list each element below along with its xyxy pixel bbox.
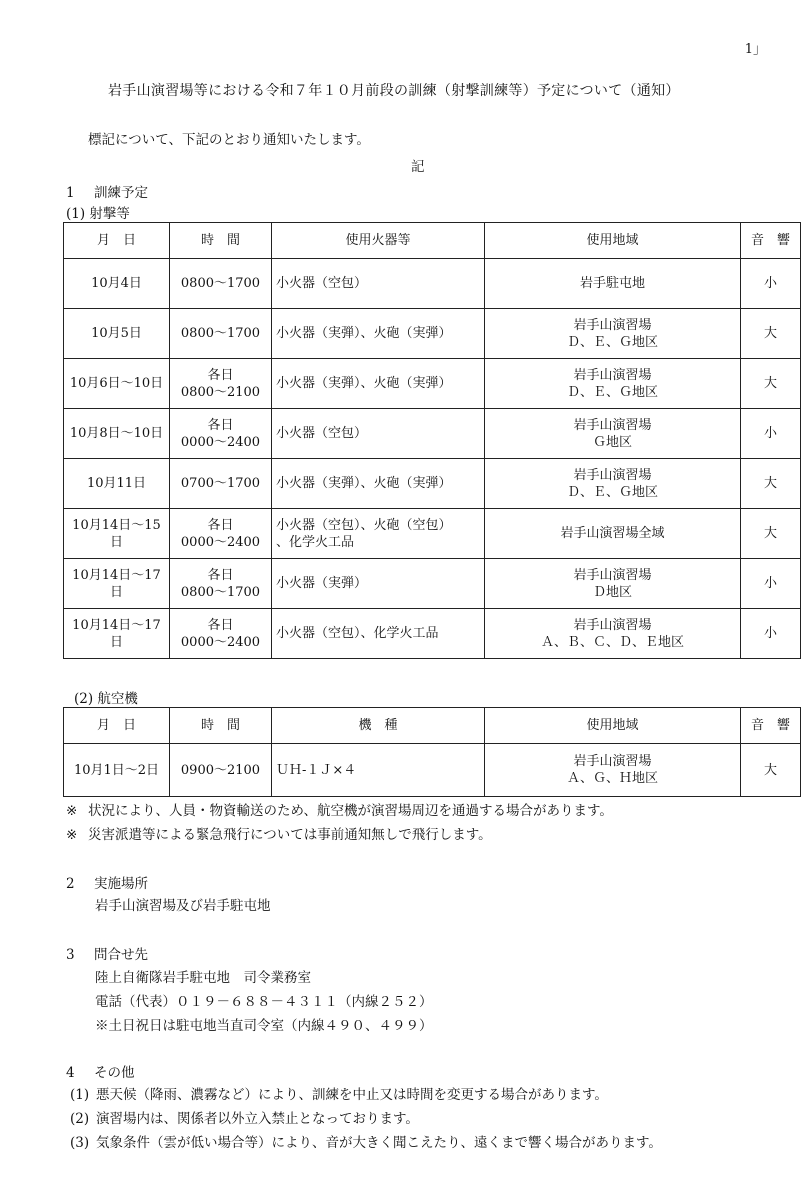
weapons-cell	[272, 359, 485, 409]
shooting-schedule-table	[63, 222, 801, 659]
note-emergency-flight	[66, 823, 492, 843]
aircraft-type-cell: ＵＨ-１Ｊ×４	[272, 744, 485, 797]
time-label: 各日	[207, 617, 234, 633]
area-line: Ｄ、Ｅ、Ｇ地区	[566, 334, 658, 350]
header-date: 月 日	[64, 223, 170, 259]
date-cell: 10月14日～17日	[64, 609, 170, 659]
header-sound: 音 響	[741, 708, 801, 744]
table-row	[64, 359, 801, 409]
weapons-cell	[272, 259, 485, 309]
sound-cell: 大	[741, 309, 801, 359]
table-row	[64, 509, 801, 559]
note-text: 状況により、人員・物資輸送のため、航空機が演習場周辺を通過する場合があります。	[88, 803, 613, 819]
header-weapons: 使用火器等	[272, 223, 485, 259]
note-aircraft-transit	[66, 799, 613, 819]
other-item-number: (1)	[70, 1087, 90, 1103]
header-time: 時 間	[170, 223, 272, 259]
area-cell	[485, 459, 741, 509]
intro-text: 標記について、下記のとおり通知いたします。	[88, 132, 370, 148]
other-item	[70, 1107, 419, 1127]
date-cell: 10月8日～10日	[64, 409, 170, 459]
area-cell	[485, 744, 741, 797]
table-row	[64, 259, 801, 309]
time-cell	[170, 509, 272, 559]
time-cell	[170, 459, 272, 509]
area-line: 岩手駐屯地	[579, 276, 645, 291]
time-range: 0000～2400	[180, 634, 261, 650]
section-2-number: 2	[66, 876, 75, 892]
contact-phone: 電話（代表）０１９－６８８－４３１１（内線２５２）	[95, 994, 433, 1010]
area-line: Ａ、Ｇ、Ｈ地区	[566, 771, 658, 786]
other-item-text: 気象条件（雲が低い場合等）により、音が大きく聞こえたり、遠くまで響く場合があります。	[96, 1135, 662, 1151]
other-item-text: 演習場内は、関係者以外立入禁止となっております。	[96, 1111, 419, 1127]
time-cell	[170, 559, 272, 609]
section-1-label: 訓練予定	[94, 185, 148, 201]
area-line: 岩手山演習場	[573, 317, 652, 333]
area-cell	[485, 359, 741, 409]
area-line: Ｄ地区	[592, 584, 632, 600]
area-line: Ｇ地区	[592, 434, 632, 450]
subsection-aircraft: (2) 航空機	[74, 691, 138, 707]
section-4-heading	[66, 1061, 135, 1081]
area-cell	[485, 509, 741, 559]
section-3-heading	[66, 943, 148, 963]
section-1-heading	[66, 181, 148, 201]
other-item	[70, 1131, 662, 1151]
sound-cell: 小	[741, 409, 801, 459]
table-row	[64, 559, 801, 609]
sound-cell: 大	[741, 744, 801, 797]
area-line: 岩手山演習場	[573, 617, 652, 633]
weapons-line: 、化学火工品	[276, 534, 355, 550]
sound-cell: 大	[741, 509, 801, 559]
area-cell	[485, 259, 741, 309]
time-range: 0000～2400	[180, 434, 261, 450]
weapons-line: 小火器（実弾）	[276, 576, 368, 591]
section-2-heading	[66, 872, 148, 892]
date-cell: 10月14日～15日	[64, 509, 170, 559]
area-line: Ａ、Ｂ、Ｃ、Ｄ、Ｅ地区	[540, 634, 684, 650]
area-cell	[485, 409, 741, 459]
date-cell: 10月4日	[64, 259, 170, 309]
time-cell	[170, 309, 272, 359]
time-cell	[170, 409, 272, 459]
weapons-cell	[272, 609, 485, 659]
note-mark: ※	[66, 803, 78, 819]
table-row	[64, 409, 801, 459]
weapons-line: 小火器（実弾）、火砲（実弾）	[276, 326, 452, 341]
area-cell	[485, 559, 741, 609]
date-cell: 10月11日	[64, 459, 170, 509]
ki-heading: 記	[411, 159, 425, 175]
date-cell: 10月5日	[64, 309, 170, 359]
sound-cell: 大	[741, 359, 801, 409]
area-line: 岩手山演習場	[573, 567, 652, 583]
time-label: 各日	[207, 417, 234, 433]
other-item	[70, 1083, 608, 1103]
sound-cell: 小	[741, 609, 801, 659]
section-4-label: その他	[94, 1065, 135, 1081]
time-range: 0800～1700	[180, 276, 261, 291]
weapons-cell	[272, 409, 485, 459]
section-1-number: 1	[66, 185, 75, 201]
page-number: 1」	[744, 42, 766, 57]
weapons-line: 小火器（実弾）、火砲（実弾）	[276, 476, 452, 491]
contact-office: 陸上自衛隊岩手駐屯地 司令業務室	[95, 970, 311, 986]
area-line: 岩手山演習場	[573, 417, 652, 433]
note-mark: ※	[66, 827, 78, 843]
area-cell	[485, 309, 741, 359]
other-item-text: 悪天候（降雨、濃霧など）により、訓練を中止又は時間を変更する場合があります。	[96, 1087, 608, 1103]
other-item-number: (3)	[70, 1135, 90, 1151]
table-row	[64, 309, 801, 359]
time-range: 0000～2400	[180, 534, 261, 550]
table-header-row	[64, 708, 801, 744]
sound-cell: 小	[741, 559, 801, 609]
section-3-label: 問合せ先	[94, 947, 148, 963]
weapons-line: 小火器（空包）	[276, 426, 368, 441]
area-line: 岩手山演習場	[573, 367, 652, 383]
area-line: Ｄ、Ｅ、Ｇ地区	[566, 484, 658, 500]
time-range: 0700～1700	[180, 476, 261, 491]
weapons-line: 小火器（空包）、化学火工品	[276, 626, 439, 641]
area-line: Ｄ、Ｅ、Ｇ地区	[566, 384, 658, 400]
header-sound: 音 響	[741, 223, 801, 259]
time-cell	[170, 359, 272, 409]
weapons-line: 小火器（実弾）、火砲（実弾）	[276, 376, 452, 391]
header-area: 使用地域	[485, 708, 741, 744]
table-row	[64, 609, 801, 659]
document-title: 岩手山演習場等における令和７年１０月前段の訓練（射撃訓練等）予定について（通知）	[108, 83, 680, 99]
time-label: 各日	[207, 367, 234, 383]
weapons-cell	[272, 509, 485, 559]
header-area: 使用地域	[485, 223, 741, 259]
table-row	[64, 744, 801, 797]
header-time: 時 間	[170, 708, 272, 744]
time-cell: 0900～2100	[170, 744, 272, 797]
section-2-body: 岩手山演習場及び岩手駐屯地	[95, 898, 271, 914]
area-line: 岩手山演習場	[573, 754, 652, 769]
table-row	[64, 459, 801, 509]
weapons-line: 小火器（空包）	[276, 276, 368, 291]
time-label: 各日	[207, 517, 234, 533]
note-text: 災害派遣等による緊急飛行については事前通知無しで飛行します。	[88, 827, 492, 843]
sound-cell: 大	[741, 459, 801, 509]
other-item-number: (2)	[70, 1111, 90, 1127]
time-range: 0800～2100	[180, 384, 261, 400]
sound-cell: 小	[741, 259, 801, 309]
date-cell: 10月6日～10日	[64, 359, 170, 409]
table-header-row	[64, 223, 801, 259]
time-label: 各日	[207, 567, 234, 583]
subsection-shooting: (1) 射撃等	[66, 206, 130, 222]
area-line: 岩手山演習場	[573, 467, 652, 483]
time-range: 0800～1700	[180, 326, 261, 341]
section-2-label: 実施場所	[94, 876, 148, 892]
area-line: 岩手山演習場全域	[560, 526, 665, 541]
time-cell	[170, 259, 272, 309]
weapons-line: 小火器（空包）、火砲（空包）	[276, 517, 452, 533]
date-cell: 10月1日～2日	[64, 744, 170, 797]
contact-holiday-note: ※土日祝日は駐屯地当直司令室（内線４９０、４９９）	[95, 1018, 433, 1034]
header-aircraft-type: 機 種	[272, 708, 485, 744]
area-cell	[485, 609, 741, 659]
time-range: 0800～1700	[180, 584, 261, 600]
weapons-cell	[272, 559, 485, 609]
time-cell	[170, 609, 272, 659]
date-cell: 10月14日～17日	[64, 559, 170, 609]
section-4-number: 4	[66, 1065, 75, 1081]
weapons-cell	[272, 459, 485, 509]
weapons-cell	[272, 309, 485, 359]
section-3-number: 3	[66, 947, 75, 963]
aircraft-schedule-table	[63, 707, 801, 797]
header-date: 月 日	[64, 708, 170, 744]
